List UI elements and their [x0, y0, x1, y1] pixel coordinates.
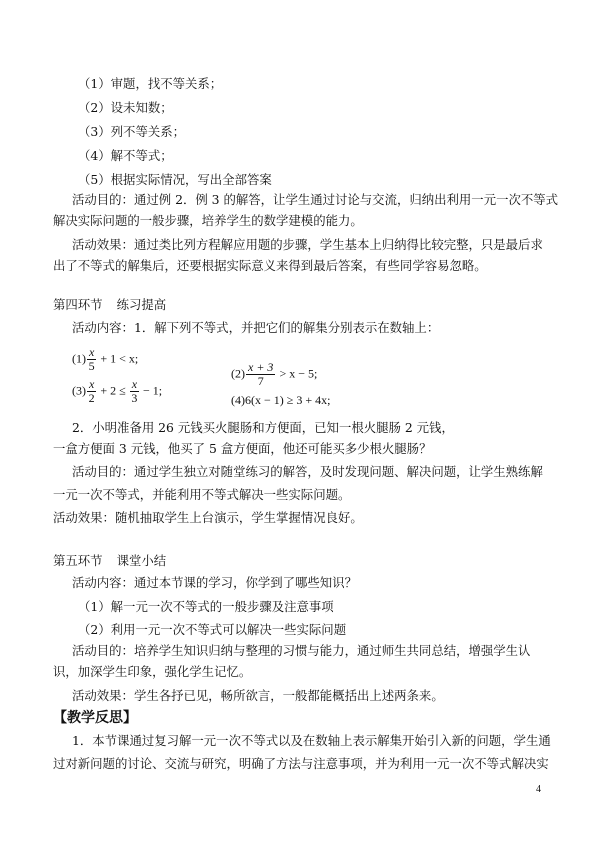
- question-2-line-2: 一盒方便面 3 元钱，他买了 5 盒方便面，他还可能买多少根火腿肠？: [53, 441, 432, 456]
- exercise-3-numerator-2: x: [131, 377, 138, 391]
- effect-1-line-1: 活动效果：通过类比列方程解应用题的步骤，学生基本上归纳得比较完整，只是最后求: [72, 237, 543, 252]
- section-5-item-2: （2）利用一元一次不等式可以解决一些实际问题: [78, 622, 347, 637]
- exercise-2-numerator: x + 3: [248, 360, 274, 374]
- section-5-heading: [53, 553, 166, 569]
- exercise-3-denominator-1: 2: [88, 391, 95, 405]
- exercise-3-rest: − 1;: [143, 383, 163, 398]
- exercise-1-numerator: x: [89, 345, 95, 359]
- goal-1-line-1: 活动目的：通过例 2．例 3 的解答，让学生通过讨论与交流，归纳出利用一元一次不等式: [72, 192, 559, 207]
- section-4-subtitle: 练习提高: [116, 297, 167, 312]
- exercise-3-label: (3): [72, 383, 86, 398]
- exercise-2-fraction: [246, 361, 275, 388]
- exercise-3-fraction-2: [130, 378, 139, 405]
- exercise-3-denominator-2: 3: [131, 391, 138, 405]
- exercise-1-denominator: 5: [88, 359, 95, 373]
- section-4-heading: [53, 297, 166, 313]
- step-5: （5）根据实际情况，写出全部答案: [78, 172, 272, 187]
- exercise-4: (4)6(x − 1) ≥ 3 + 4x;: [231, 393, 331, 407]
- section-4-content: 活动内容：1．解下列不等式，并把它们的解集分别表示在数轴上：: [72, 320, 440, 335]
- goal-1-line-2: 解决实际问题的一般步骤，培养学生的数学建模的能力。: [53, 213, 363, 228]
- exercise-2: [231, 361, 317, 388]
- effect-4: 活动效果：随机抽取学生上台演示，学生掌握情况良好。: [53, 510, 363, 525]
- exercise-3-mid: + 2 ≤: [100, 383, 126, 398]
- step-2: （2）设未知数；: [78, 100, 173, 115]
- step-3: （3）列不等关系；: [78, 124, 186, 139]
- exercise-1-rest: + 1 < x;: [100, 351, 139, 366]
- goal-5-line-2: 识，加深学生印象，强化学生记忆。: [53, 664, 252, 679]
- step-4: （4）解不等式；: [78, 148, 173, 163]
- section-5-title: 第五环节: [53, 553, 103, 568]
- section-4-title: 第四环节: [53, 297, 103, 312]
- goal-4-line-1: 活动目的：通过学生独立对随堂练习的解答，及时发现问题、解决问题，让学生熟练解: [72, 464, 543, 479]
- exercise-2-denominator: 7: [257, 374, 264, 388]
- reflection-line-2: 过对新问题的讨论、交流与研究，明确了方法与注意事项，并为利用一元一次不等式解决实: [53, 756, 549, 771]
- goal-5-line-1: 活动目的：培养学生知识归纳与整理的习惯与能力，通过师生共同总结，增强学生认: [72, 643, 531, 658]
- exercise-1-label: (1): [72, 351, 86, 366]
- reflection-line-1: 1．本节课通过复习解一元一次不等式以及在数轴上表示解集开始引入新的问题，学生通: [72, 733, 551, 748]
- section-5-content: 活动内容：通过本节课的学习，你学到了哪些知识？: [72, 575, 357, 590]
- question-2-line-1: 2．小明准备用 26 元钱买火腿肠和方便面，已知一根火腿肠 2 元钱，: [72, 420, 454, 435]
- exercise-3-fraction-1: [87, 378, 96, 405]
- exercise-1-fraction: [87, 346, 96, 373]
- exercise-1: [72, 346, 138, 373]
- section-5-item-1: （1）解一元一次不等式的一般步骤及注意事项: [78, 599, 334, 614]
- effect-5: 活动效果：学生各抒已见，畅所欲言，一般都能概括出上述两条来。: [72, 688, 444, 703]
- exercise-3-numerator-1: x: [89, 377, 95, 391]
- reflection-title: 【教学反思】: [53, 710, 137, 726]
- page-number: 4: [536, 784, 541, 795]
- effect-1-line-2: 出了不等式的解集后，还要根据实际意义来得到最后答案，有些同学容易忽略。: [53, 258, 487, 273]
- step-1: （1）审题，找不等关系；: [78, 76, 223, 91]
- section-5-subtitle: 课堂小结: [116, 553, 167, 568]
- exercise-2-label: (2): [231, 366, 245, 381]
- exercise-2-rest: > x − 5;: [279, 366, 318, 381]
- goal-4-line-2: 一元一次不等式，并能利用不等式解决一些实际问题。: [53, 487, 351, 502]
- exercise-3: [72, 378, 162, 405]
